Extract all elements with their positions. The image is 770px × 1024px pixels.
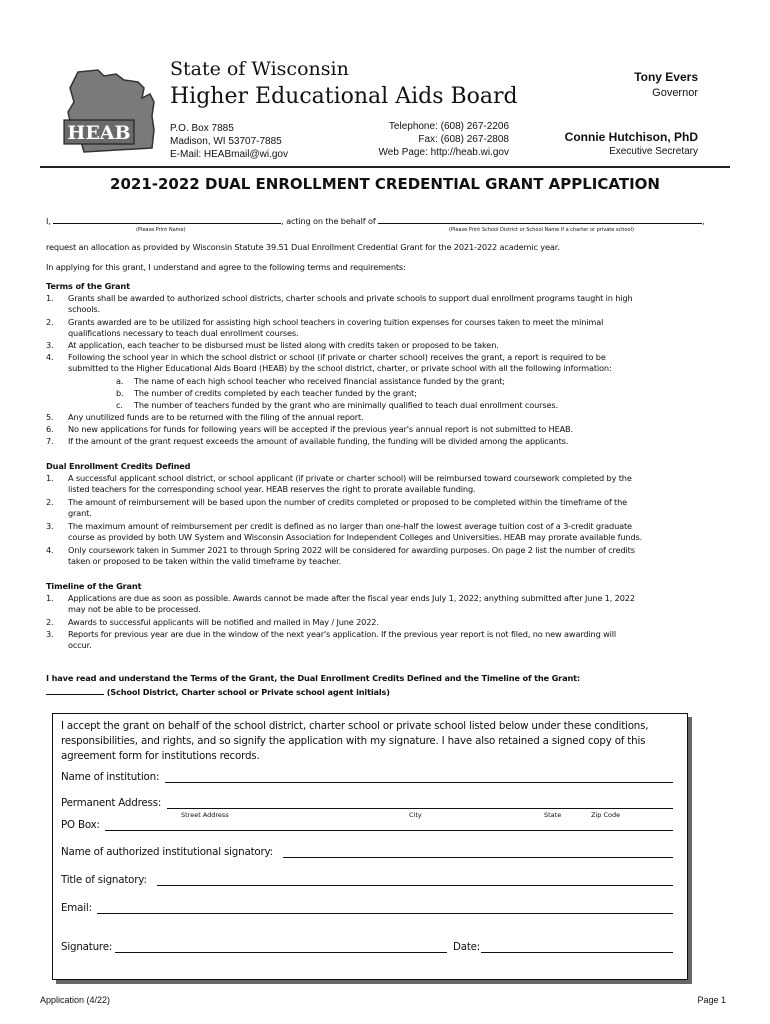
timeline-item: Reports for previous year are due in the window of the next year's application. If the previous year report is not filed, no new awarding will occur. (68, 629, 617, 650)
subitem-letter: b. (116, 388, 124, 398)
timeline-number: 3. (46, 629, 54, 639)
subitem-text: The number of credits completed by each teacher funded by the grant; (134, 388, 417, 398)
pobox-field[interactable] (105, 830, 673, 831)
email-field[interactable] (97, 913, 673, 914)
footer-page: Page 1 (697, 995, 726, 1005)
term-number: 2. (46, 317, 54, 327)
signature-field[interactable] (115, 952, 447, 953)
credit-number: 1. (46, 473, 54, 483)
term-number: 4. (46, 352, 54, 362)
institution-label: Name of institution: (61, 771, 160, 783)
credit-item: Only coursework taken in Summer 2021 to through Spring 2022 will be considered for awarding purposes. On page 2 list the number of credits taken or proposed to be taken within the valid timeframe by teacher. (68, 545, 635, 566)
subitem-letter: a. (116, 376, 124, 386)
state-label: State (544, 811, 562, 819)
term-number: 1. (46, 293, 54, 303)
credit-item: A successful applicant school district, or school applicant (if private or charter school) will be reimbursed toward coursework completed by the listed teachers for the corresponding school year. HEAB reserves the right to prorate available funding. (68, 473, 632, 494)
term-number: 5. (46, 412, 54, 422)
address-label: Permanent Address: (61, 797, 162, 809)
timeline-number: 1. (46, 593, 54, 603)
street-label: Street Address (181, 811, 229, 819)
terms-heading: Terms of the Grant (46, 281, 130, 291)
print-name-hint: (Please Print Name) (136, 227, 186, 233)
print-district-hint: (Please Print School District or School Name if a charter or private school) (449, 227, 634, 233)
address-block (170, 122, 288, 161)
wisconsin-heab-logo (58, 68, 166, 160)
city-label: City (409, 811, 422, 819)
term-item: Grants awarded are to be utilized for assisting high school teachers in covering tuition expenses for courses taken to meet the minimal qualifications necessary to teach dual enrollment courses. (68, 317, 604, 338)
governor-title: Governor (652, 87, 698, 99)
accept-line: agreement form for institutions records. (61, 750, 260, 762)
term-item: At application, each teacher to be disbursed must be listed along with credits taken or proposed to be taken. (68, 340, 499, 350)
subitem-letter: c. (116, 400, 123, 410)
timeline-item: Applications are due as soon as possible. Awards cannot be made after the fiscal year ends July 1, 2022; anything submitted after June 1, 2022 may not be able to be processed. (68, 593, 635, 614)
term-item: No new applications for funds for following years will be accepted if the previous year's annual report is not submitted to HEAB. (68, 424, 573, 434)
signature-box (52, 713, 688, 980)
contact-line: Fax: (608) 267-2808 (418, 134, 509, 145)
timeline-item: Awards to successful applicants will be notified and mailed in May / June 2022. (68, 617, 379, 627)
secretary-title: Executive Secretary (609, 146, 698, 157)
footer-version: Application (4/22) (40, 995, 111, 1005)
address-line: Madison, WI 53707-7885 (170, 136, 282, 147)
title-label: Title of signatory: (61, 874, 147, 886)
credit-number: 2. (46, 497, 54, 507)
intro-end: , (702, 216, 705, 226)
term-number: 6. (46, 424, 54, 434)
pobox-label: PO Box: (61, 819, 100, 831)
address-field[interactable] (167, 808, 673, 809)
title-field[interactable] (157, 885, 673, 886)
address-line: P.O. Box 7885 (170, 123, 234, 134)
term-item: If the amount of the grant request exceeds the amount of available funding, the funding will be divided among the applicants. (68, 436, 569, 446)
subitem-text: The number of teachers funded by the grant who are minimally qualified to teach dual enrollment courses. (134, 400, 558, 410)
timeline-number: 2. (46, 617, 54, 627)
email-label: Email: (61, 902, 92, 914)
institution-field[interactable] (165, 782, 673, 783)
name-field[interactable] (53, 214, 281, 224)
request-text: request an allocation as provided by Wisconsin Statute 39.51 Dual Enrollment Credential Grant for the 2021-2022 academic year. (46, 242, 560, 252)
acting-label: , acting on the behalf of (281, 216, 376, 226)
term-item: Following the school year in which the school district or school (if private or charter school) receives the grant, a report is required to be submitted to the Higher Educational Aids Board (HEAB) by the school district, charter, or private school with all the following information: (68, 352, 612, 373)
contact-block (372, 120, 509, 159)
term-item: Grants shall be awarded to authorized school districts, charter schools and private schools to support dual enrollment programs taught in high schools. (68, 293, 633, 314)
credit-number: 3. (46, 521, 54, 531)
i-label: I, (46, 216, 51, 226)
logo-text: HEAB (67, 122, 131, 144)
initials-line (46, 685, 390, 698)
credit-item: The maximum amount of reimbursement per credit is defined as no larger than one-half the lowest average tuition cost of a 3-credit graduate course as provided by both UW System and Wisconsin Association for Independent Colleges and Universities. HEAB may prorate available funds. (68, 521, 643, 542)
credit-number: 4. (46, 545, 54, 555)
subitem-text: The name of each high school teacher who received financial assistance funded by the grant; (134, 376, 505, 386)
intro-line (46, 214, 704, 227)
initials-label: (School District, Charter school or Private school agent initials) (106, 687, 390, 697)
signatory-label: Name of authorized institutional signatory: (61, 846, 273, 858)
board-title: Higher Educational Aids Board (170, 84, 518, 109)
initials-field[interactable] (46, 685, 104, 695)
signatory-field[interactable] (283, 857, 673, 858)
signature-label: Signature: (61, 941, 113, 953)
zip-label: Zip Code (591, 811, 621, 819)
term-item: Any unutilized funds are to be returned with the filing of the annual report. (68, 412, 364, 422)
credits-heading: Dual Enrollment Credits Defined (46, 461, 191, 471)
date-label: Date: (453, 941, 481, 953)
governor-name: Tony Evers (634, 70, 698, 84)
date-field[interactable] (481, 952, 673, 953)
header-rule (40, 166, 730, 168)
term-number: 3. (46, 340, 54, 350)
contact-line: Telephone: (608) 267-2206 (388, 121, 509, 132)
agree-text: In applying for this grant, I understand and agree to the following terms and requirements: (46, 262, 406, 272)
contact-line: Web Page: http://heab.wi.gov (378, 147, 509, 158)
district-field[interactable] (378, 214, 705, 226)
application-title: 2021-2022 DUAL ENROLLMENT CREDENTIAL GRANT APPLICATION (110, 175, 660, 193)
accept-line: I accept the grant on behalf of the school district, charter school or private school listed below under these conditions, (61, 720, 649, 732)
secretary-name: Connie Hutchison, PhD (564, 130, 698, 144)
state-title: State of Wisconsin (170, 58, 349, 80)
accept-line: responsibilities, and rights, and so signify the application with my signature. I have also retained a signed copy of this (61, 735, 646, 747)
credit-item: The amount of reimbursement will be based upon the number of credits completed or proposed to be completed within the timeframe of the grant. (68, 497, 628, 518)
address-line: E-Mail: HEABmail@wi.gov (170, 149, 288, 160)
timeline-heading: Timeline of the Grant (46, 581, 142, 591)
term-number: 7. (46, 436, 54, 446)
acknowledge-text: I have read and understand the Terms of the Grant, the Dual Enrollment Credits Defined and the Timeline of the Grant: (46, 673, 581, 683)
